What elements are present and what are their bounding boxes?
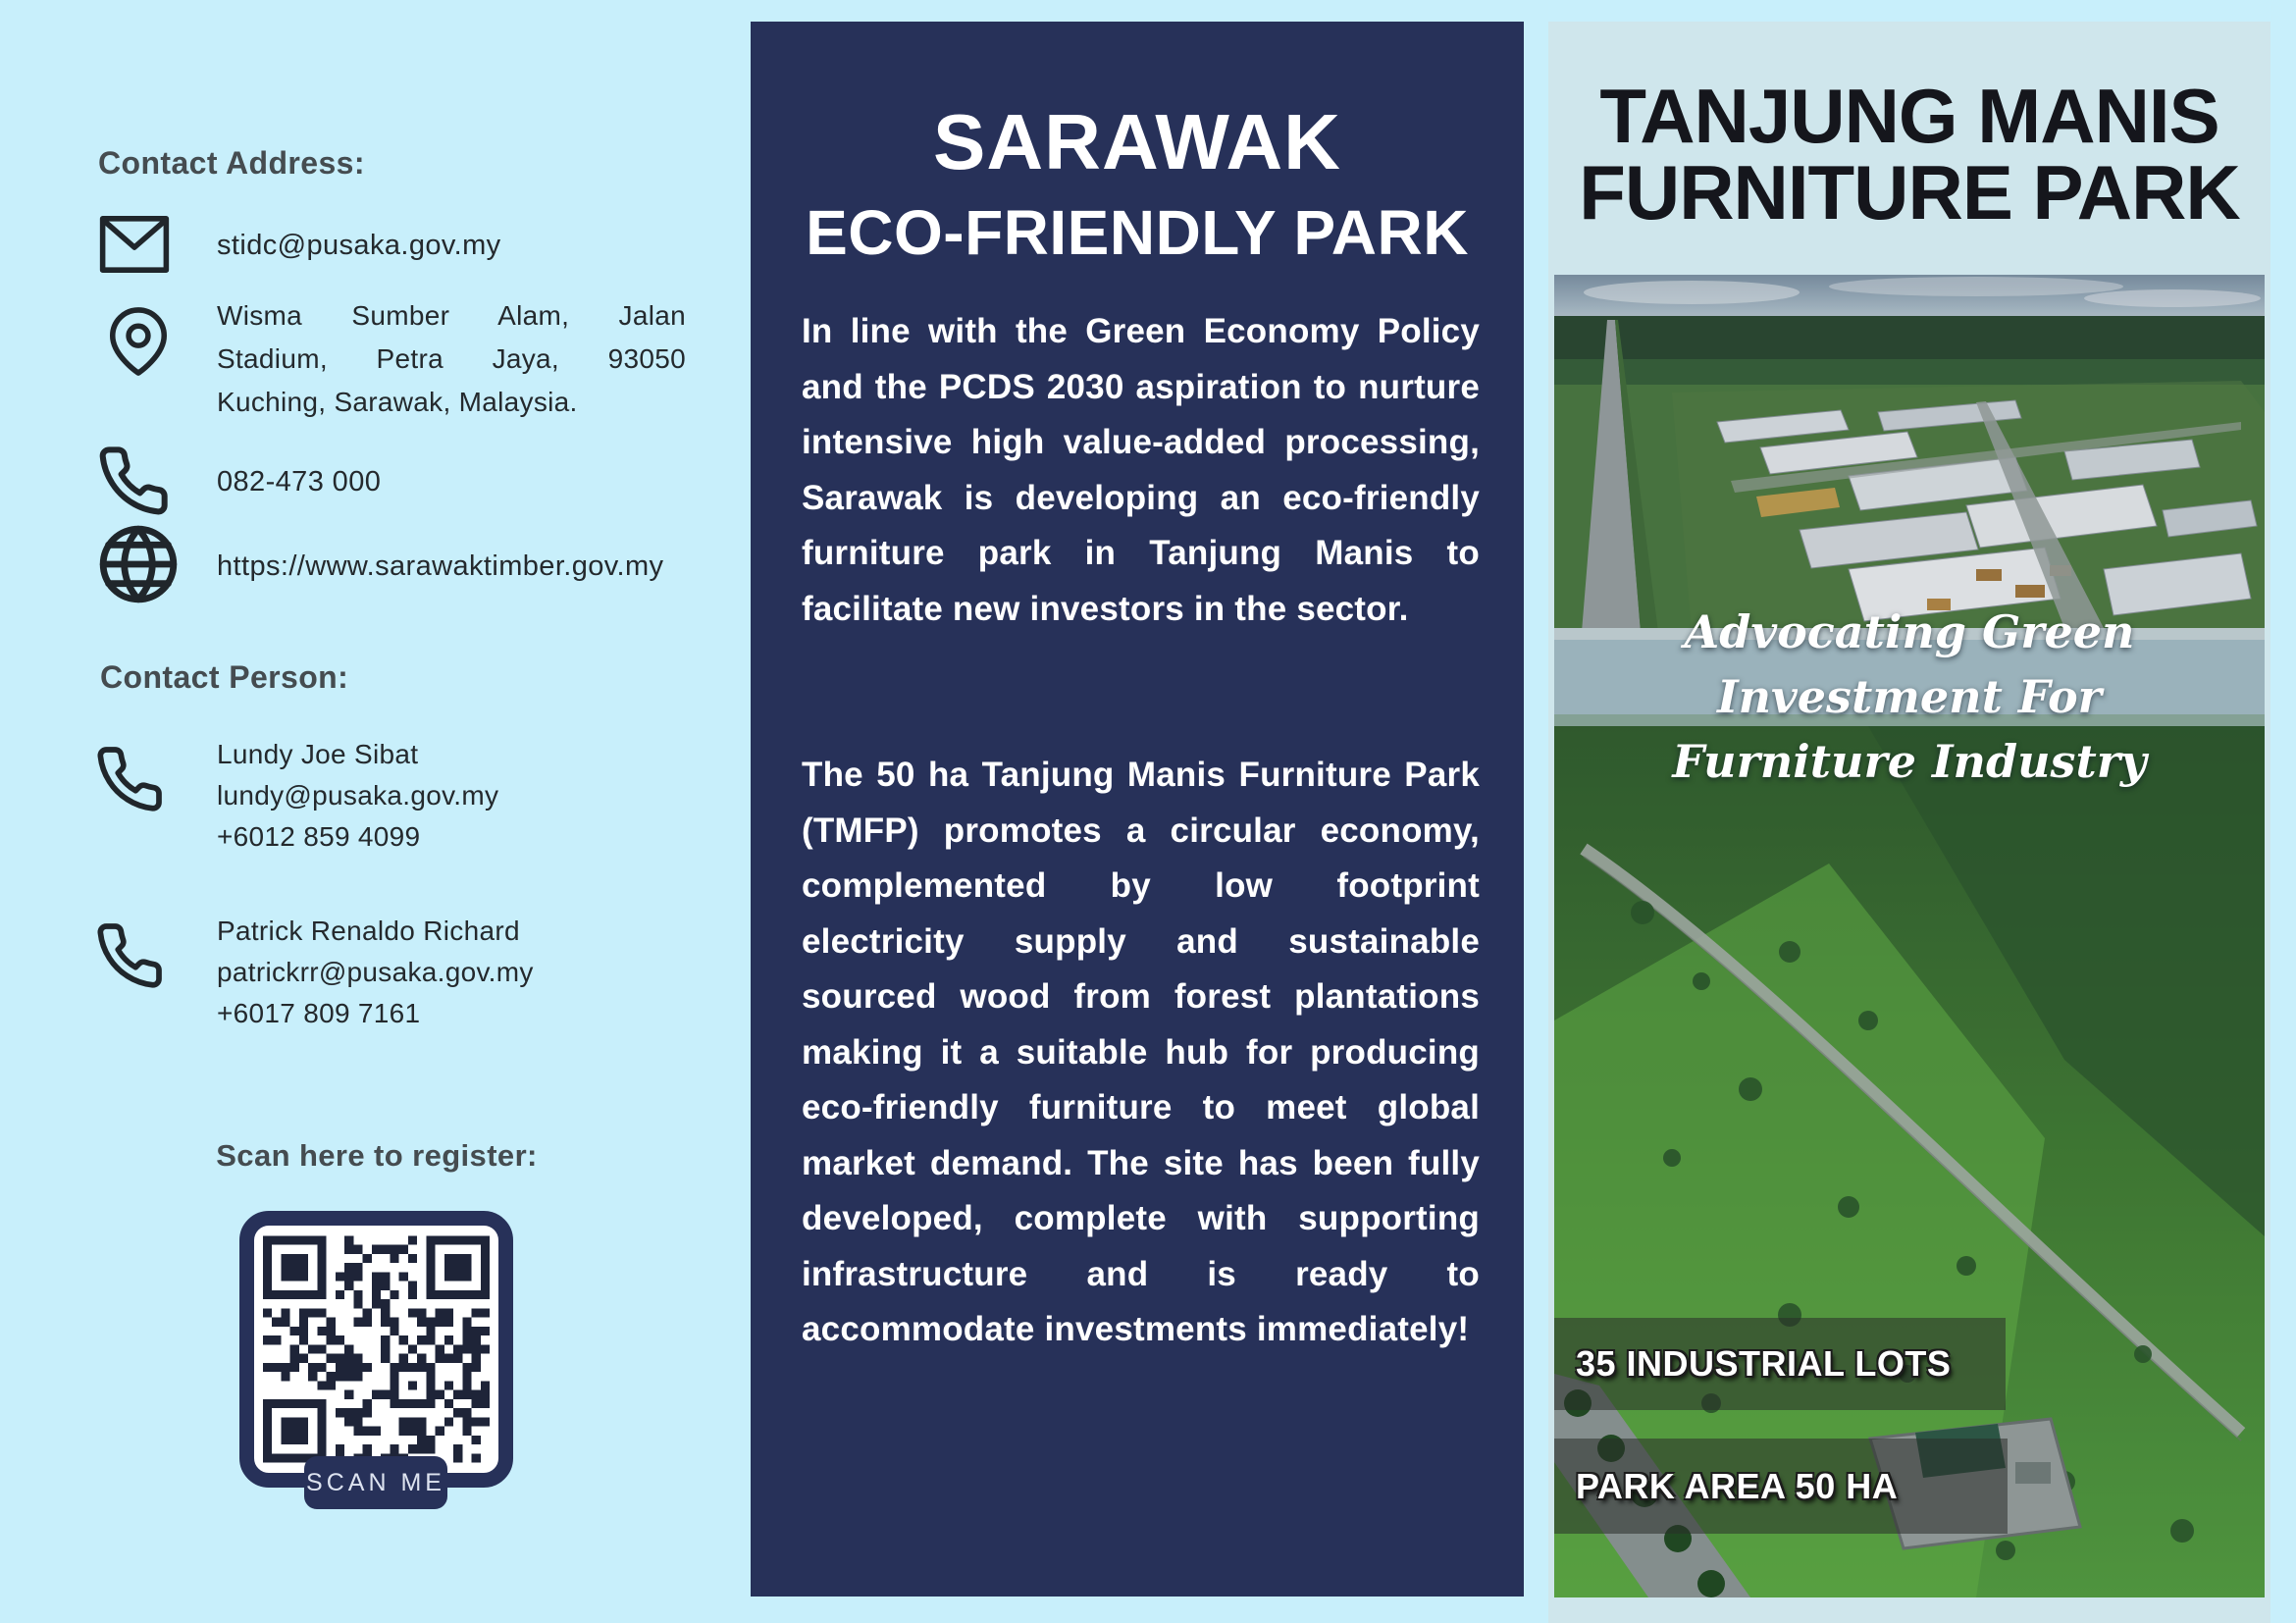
contact-address-heading: Contact Address:: [98, 145, 365, 181]
qr-code: [239, 1211, 513, 1488]
phone-icon: [96, 444, 171, 518]
stat-industrial-lots: [1554, 1318, 2006, 1410]
contact-address: [217, 294, 686, 424]
stat-industrial-lots-label: 35 INDUSTRIAL LOTS: [1576, 1343, 1952, 1384]
middle-panel: [751, 22, 1524, 1597]
address-line: Kuching, Sarawak, Malaysia.: [217, 387, 578, 417]
address-line: Wisma Sumber Alam, Jalan: [217, 300, 686, 331]
address-line: Stadium, Petra Jaya, 93050: [217, 343, 686, 374]
location-pin-icon: [104, 292, 173, 391]
detail-paragraph: The 50 ha Tanjung Manis Furniture Park (TMFP) promotes a circular economy, complemented by low footprint electricity supply and sustainable sourced wood from forest plantations making it a suitable hub for producing eco-friendly furniture to meet global market demand. The site has been fully developed, complete with supporting infrastructure and is ready to accommodate investments immediately!: [802, 756, 1480, 1348]
stat-park-area-label: PARK AREA 50 HA: [1576, 1465, 1899, 1506]
park-title-line2: FURNITURE PARK: [1579, 149, 2240, 236]
contact-website: https://www.sarawaktimber.gov.my: [217, 550, 664, 582]
scan-me-label: SCAN ME: [306, 1468, 445, 1496]
person-name: Patrick Renaldo Richard: [217, 916, 520, 946]
photo-caption-line2: Furniture Industry: [1672, 735, 2147, 788]
middle-title-line1: SARAWAK: [933, 98, 1341, 185]
intro-paragraph: In line with the Green Economy Policy and the PCDS 2030 aspiration to nurture intensive high value-added processing, Sarawak is developing an eco-friendly furniture park in Tanjung Manis to facilitate new investors in the sector.: [802, 312, 1480, 628]
park-title-line1: TANJUNG MANIS: [1599, 73, 2219, 159]
scan-me-badge: [304, 1456, 447, 1509]
phone-icon: [94, 744, 165, 814]
phone-icon: [94, 920, 165, 991]
park-title: [1548, 73, 2270, 236]
scan-register-heading: Scan here to register:: [216, 1138, 538, 1173]
person-email: lundy@pusaka.gov.my: [217, 780, 499, 811]
qr-pattern: [263, 1234, 490, 1464]
photo-caption-line1: Advocating Green Investment For: [1684, 605, 2135, 723]
stat-park-area: [1554, 1439, 2008, 1534]
contact-person-2: [217, 911, 688, 1034]
email-icon: [98, 212, 171, 277]
person-phone: +6012 859 4099: [217, 821, 421, 852]
contact-person-heading: Contact Person:: [100, 659, 349, 695]
aerial-photo: [1554, 275, 2265, 1597]
middle-title-line2: ECO-FRIENDLY PARK: [806, 197, 1469, 268]
person-email: patrickrr@pusaka.gov.my: [217, 957, 534, 987]
person-phone: +6017 809 7161: [217, 998, 421, 1028]
contact-person-1: [217, 734, 688, 858]
person-name: Lundy Joe Sibat: [217, 739, 419, 769]
right-panel: [1548, 22, 2270, 1623]
globe-icon: [96, 522, 181, 606]
contact-email: stidc@pusaka.gov.my: [217, 230, 501, 261]
photo-caption: [1554, 600, 2265, 794]
contact-phone: 082-473 000: [217, 466, 382, 497]
